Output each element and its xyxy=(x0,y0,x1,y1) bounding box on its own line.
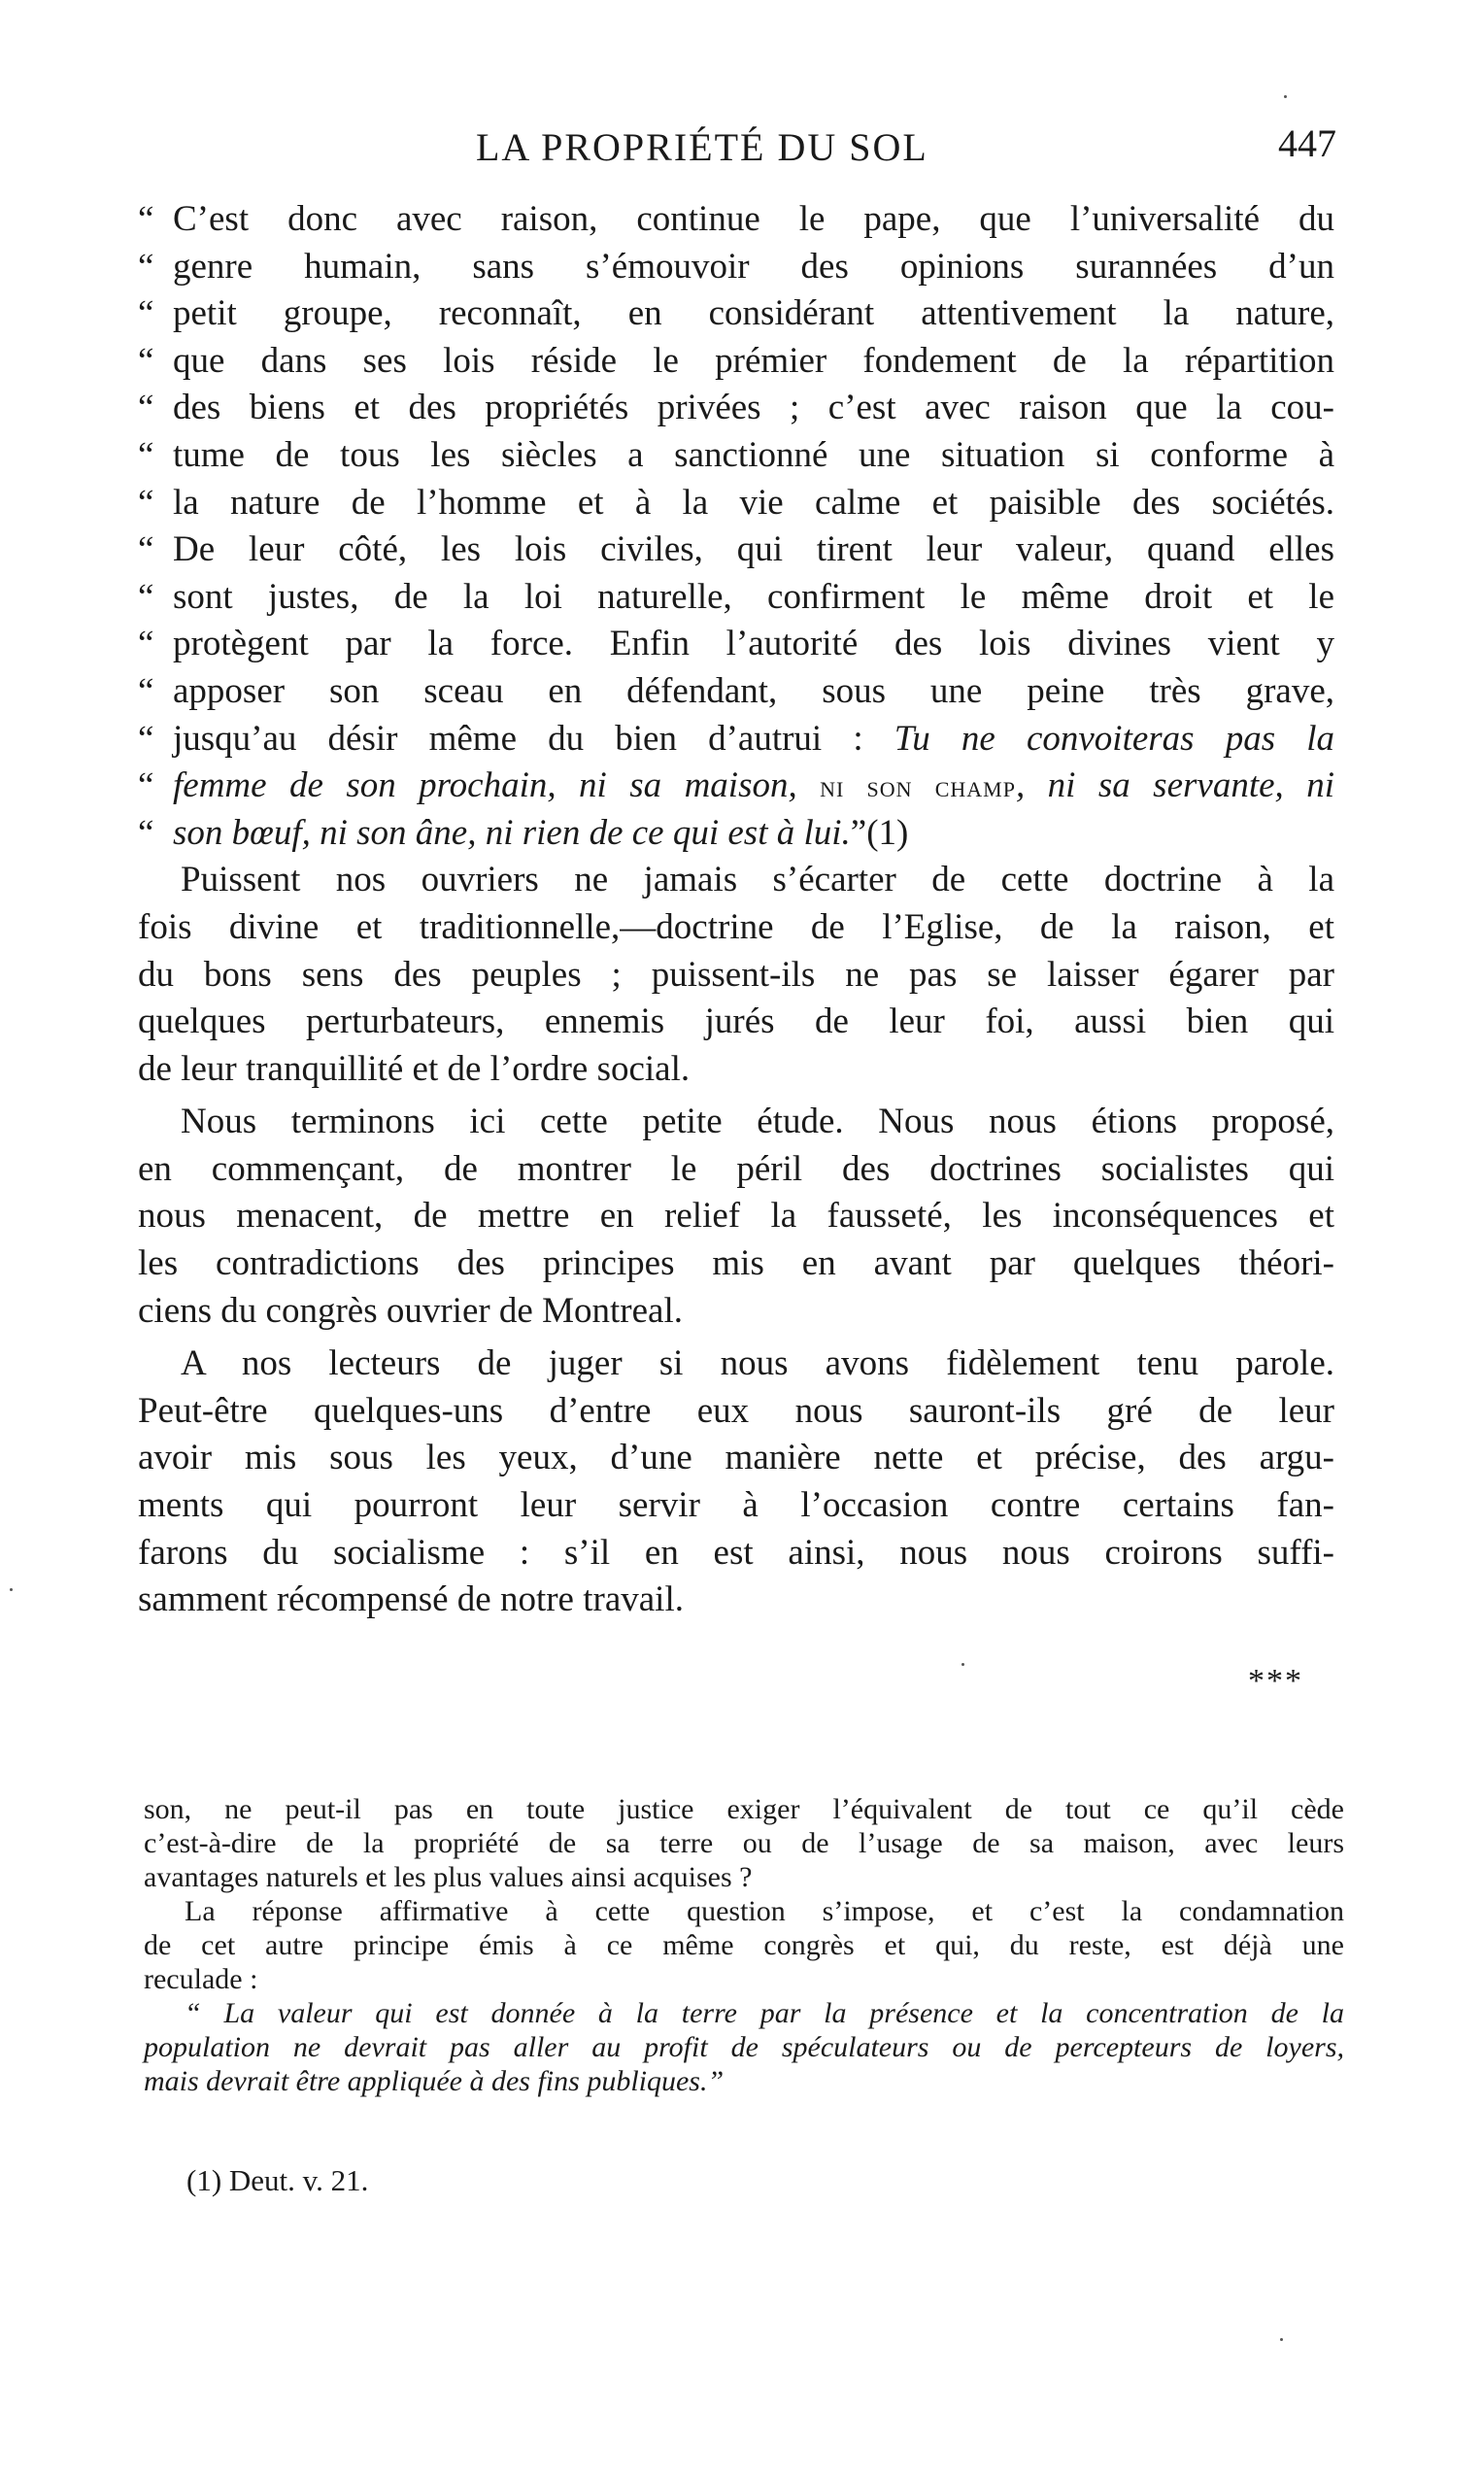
paragraph-line: fois divine et traditionnelle,—doctrine de l’Eglise, de la raison, et xyxy=(138,906,1334,947)
footnote-quote-line: “ La valeur qui est donnée à la terre par la présence et la concentration de la xyxy=(185,1997,1344,2029)
footnote-line: La réponse affirmative à cette question s’impose, et c’est la condamnation xyxy=(185,1895,1344,1927)
page-header xyxy=(0,115,1484,173)
footnote-quote-line: mais devrait être appliquée à des fins publiques.” xyxy=(144,2065,725,2097)
paragraph-line: farons du socialisme : s’il en est ainsi, nous nous croirons suffi- xyxy=(138,1532,1334,1573)
quote-line: “ protègent par la force. Enfin l’autorité des lois divines vient y xyxy=(138,624,1334,664)
paragraph-line: Puissent nos ouvriers ne jamais s’écarter de cette doctrine à la xyxy=(181,860,1334,900)
quote-line: “ la nature de l’homme et à la vie calme et paisible des sociétés. xyxy=(138,482,1334,523)
paragraph-line: Nous terminons ici cette petite étude. Nous nous étions proposé, xyxy=(181,1102,1334,1142)
footnote-line: avantages naturels et les plus values ainsi acquises ? xyxy=(144,1861,753,1893)
paragraph-line: quelques perturbateurs, ennemis jurés de leur foi, aussi bien qui xyxy=(138,1001,1334,1042)
quote-line: “ genre humain, sans s’émouvoir des opinions surannées d’un xyxy=(138,246,1334,287)
quote-line: “ De leur côté, les lois civiles, qui tirent leur valeur, quand elles xyxy=(138,529,1334,570)
footnote-line: de cet autre principe émis à ce même congrès et qui, du reste, est déjà une xyxy=(144,1929,1344,1961)
paragraph-line: du bons sens des peuples ; puissent-ils ne pas se laisser égarer par xyxy=(138,954,1334,995)
footnote-quote-line: population ne devrait pas aller au profit de spéculateurs ou de percepteurs de loyers, xyxy=(144,2031,1344,2063)
paragraph-line: avoir mis sous les yeux, d’une manière nette et précise, des argu- xyxy=(138,1438,1334,1478)
paragraph-line: samment récompensé de notre travail. xyxy=(138,1579,684,1620)
running-title: LA PROPRIÉTÉ DU SOL xyxy=(476,125,928,169)
section-separator: *** xyxy=(1248,1663,1303,1699)
main-text xyxy=(138,196,1334,1624)
quote-line: “ femme de son prochain, ni sa maison, ni son champ, ni sa servante, ni xyxy=(138,765,1334,806)
paragraph-line: de leur tranquillité et de l’ordre social. xyxy=(138,1048,691,1089)
footnote-line: c’est-à-dire de la propriété de sa terre ou de l’usage de sa maison, avec leurs xyxy=(144,1827,1344,1859)
print-speck xyxy=(1284,95,1287,98)
paragraph-line: les contradictions des principes mis en avant par quelques théori- xyxy=(138,1243,1334,1284)
footnote-line: reculade : xyxy=(144,1963,258,1995)
paragraph-line: nous menacent, de mettre en relief la fausseté, les inconséquences et xyxy=(138,1196,1334,1237)
quote-line: “ apposer son sceau en défendant, sous une peine très grave, xyxy=(138,670,1334,711)
footnote-continuation xyxy=(144,1792,1344,2098)
quote-line: “ tume de tous les siècles a sanctionné une situation si conforme à xyxy=(138,434,1334,475)
quote-line: “ petit groupe, reconnaît, en considérant attentivement la nature, xyxy=(138,293,1334,334)
quote-line: “ C’est donc avec raison, continue le pape, que l’universalité du xyxy=(138,199,1334,239)
paragraph-line: ments qui pourront leur servir à l’occasion contre certains fan- xyxy=(138,1485,1334,1526)
paragraph-line: A nos lecteurs de juger si nous avons fidèlement tenu parole. xyxy=(181,1343,1334,1384)
quote-line: “ jusqu’au désir même du bien d’autrui : Tu ne convoiteras pas la xyxy=(138,718,1334,759)
page-number: 447 xyxy=(1278,121,1336,165)
footnote-reference: (1) Deut. v. 21. xyxy=(186,2163,369,2197)
paragraph-line: ciens du congrès ouvrier de Montreal. xyxy=(138,1290,683,1331)
footnote-line: son, ne peut-il pas en toute justice exiger l’équivalent de tout ce qu’il cède xyxy=(144,1793,1344,1825)
paragraph-line: en commençant, de montrer le péril des doctrines socialistes qui xyxy=(138,1148,1334,1189)
quote-line: “ des biens et des propriétés privées ; c’est avec raison que la cou- xyxy=(138,388,1334,428)
print-speck xyxy=(1280,2338,1283,2341)
print-speck xyxy=(10,1588,13,1591)
quote-line: “ son bœuf, ni son âne, ni rien de ce qui est à lui.”(1) xyxy=(138,812,909,853)
quote-line: “ que dans ses lois réside le prémier fondement de la répartition xyxy=(138,340,1334,381)
quote-line: “ sont justes, de la loi naturelle, confirment le même droit et le xyxy=(138,576,1334,617)
paragraph-line: Peut-être quelques-uns d’entre eux nous sauront-ils gré de leur xyxy=(138,1390,1334,1431)
print-speck xyxy=(961,1663,964,1666)
